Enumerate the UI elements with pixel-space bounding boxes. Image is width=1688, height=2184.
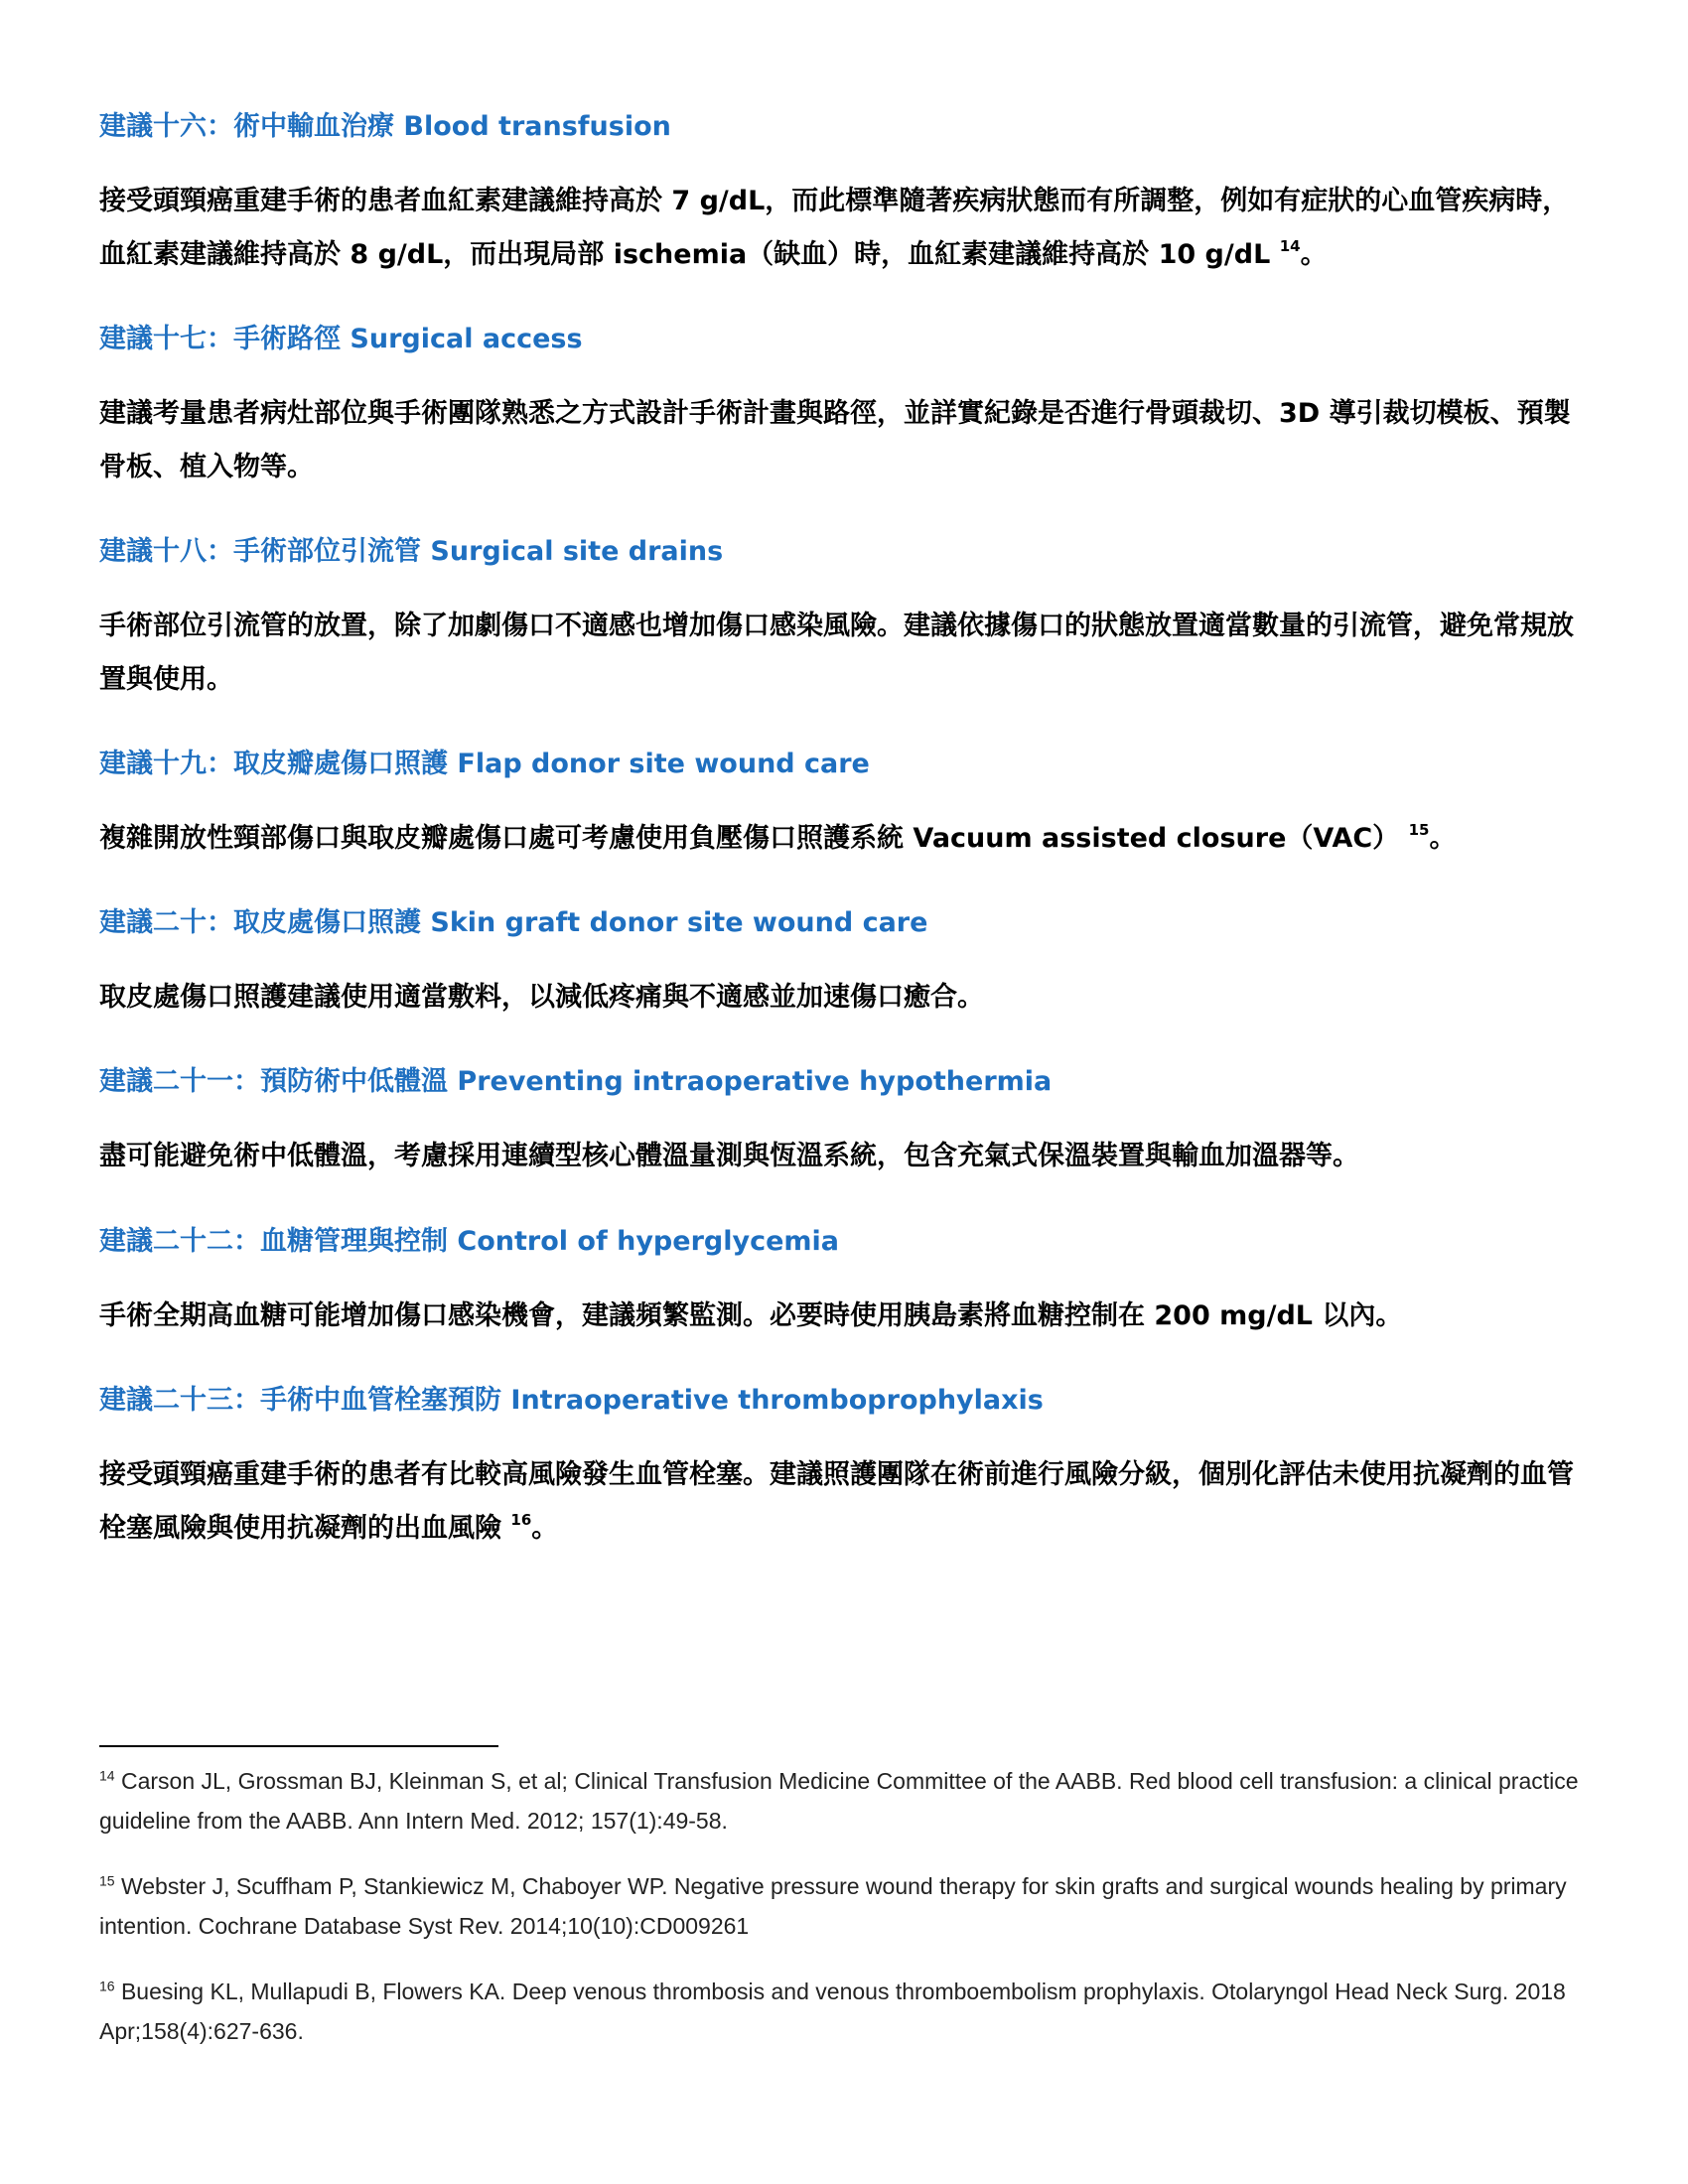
recommendation-body: 手術部位引流管的放置，除了加劇傷口不適感也增加傷口感染風險。建議依據傷口的狀態放置適當數量的引流管，避免常規放置與使用。 bbox=[99, 611, 1574, 695]
body-text: 複雜開放性頸部傷口與取皮瓣處傷口處可考慮使用負壓傷口照護系統 Vacuum assisted closure（VAC） bbox=[99, 823, 1400, 854]
recommendation-17 bbox=[99, 320, 1589, 494]
recommendation-heading: 建議二十：取皮處傷口照護 Skin graft donor site wound care bbox=[99, 907, 928, 938]
footnote-text: Webster J, Scuffham P, Stankiewicz M, Chaboyer WP. Negative pressure wound therapy for skin grafts and surgical wounds healing by primary intention. Cochrane Database Syst Rev. 2014;10(10):CD009261 bbox=[99, 1873, 1567, 1939]
recommendation-18 bbox=[99, 532, 1589, 707]
recommendation-21 bbox=[99, 1062, 1589, 1183]
footnote-text: Buesing KL, Mullapudi B, Flowers KA. Deep venous thrombosis and venous thromboembolism prophylaxis. Otolaryngol Head Neck Surg. 2018 Apr;158(4):627-636. bbox=[99, 1979, 1566, 2044]
footnote-separator bbox=[99, 1745, 498, 1747]
footnote-16 bbox=[99, 1972, 1589, 2051]
recommendation-body bbox=[99, 175, 1589, 282]
recommendation-heading: 建議十六：術中輸血治療 Blood transfusion bbox=[99, 111, 671, 142]
recommendation-16 bbox=[99, 107, 1589, 282]
recommendation-heading: 建議二十二：血糖管理與控制 Control of hyperglycemia bbox=[99, 1226, 839, 1257]
recommendation-body bbox=[99, 812, 1589, 866]
body-end: 。 bbox=[1300, 239, 1328, 270]
recommendation-19 bbox=[99, 745, 1589, 866]
document-page bbox=[99, 0, 1589, 2184]
recommendation-body: 手術全期高血糖可能增加傷口感染機會，建議頻繁監測。必要時使用胰島素將血糖控制在 200 mg/dL 以內。 bbox=[99, 1300, 1403, 1331]
footnote-ref[interactable]: 16 bbox=[510, 1511, 532, 1529]
body-end: 。 bbox=[531, 1513, 559, 1544]
recommendation-22 bbox=[99, 1222, 1589, 1343]
footnote-number: 15 bbox=[99, 1872, 115, 1889]
body-text: 接受頭頸癌重建手術的患者有比較高風險發生血管栓塞。建議照護團隊在術前進行風險分級，個別化評估未使用抗凝劑的血管栓塞風險與使用抗凝劑的出血風險 bbox=[99, 1459, 1574, 1544]
footnote-ref[interactable]: 15 bbox=[1408, 821, 1430, 839]
footnote-text: Carson JL, Grossman BJ, Kleinman S, et al; Clinical Transfusion Medicine Committee of the AABB. Red blood cell transfusion: a clinical practice guideline from the AABB. Ann Intern Med. 2012; 157(1):49-58. bbox=[99, 1768, 1579, 1834]
body-text: 接受頭頸癌重建手術的患者血紅素建議維持高於 7 g/dL，而此標準隨著疾病狀態而有所調整，例如有症狀的心血管疾病時，血紅素建議維持高於 8 g/dL，而出現局部 ischemia（缺血）時，血紅素建議維持高於 10 g/dL bbox=[99, 186, 1570, 270]
recommendation-body bbox=[99, 1448, 1589, 1556]
footnote-ref[interactable]: 14 bbox=[1279, 237, 1301, 255]
body-end: 。 bbox=[1429, 823, 1457, 854]
recommendation-heading: 建議二十三：手術中血管栓塞預防 Intraoperative thromboprophylaxis bbox=[99, 1385, 1044, 1416]
footnote-number: 14 bbox=[99, 1767, 115, 1784]
recommendation-body: 取皮處傷口照護建議使用適當敷料，以減低疼痛與不適感並加速傷口癒合。 bbox=[99, 982, 984, 1013]
recommendation-heading: 建議二十一：預防術中低體溫 Preventing intraoperative hypothermia bbox=[99, 1066, 1053, 1097]
recommendation-23 bbox=[99, 1381, 1589, 1556]
footnote-15 bbox=[99, 1866, 1589, 1946]
recommendation-heading: 建議十七：手術路徑 Surgical access bbox=[99, 324, 583, 354]
footnote-number: 16 bbox=[99, 1978, 115, 1994]
recommendation-body: 建議考量患者病灶部位與手術團隊熟悉之方式設計手術計畫與路徑，並詳實紀錄是否進行骨頭裁切、3D 導引裁切模板、預製骨板、植入物等。 bbox=[99, 398, 1571, 482]
recommendation-heading: 建議十八：手術部位引流管 Surgical site drains bbox=[99, 536, 724, 567]
footnote-14 bbox=[99, 1761, 1589, 1841]
recommendation-heading: 建議十九：取皮瓣處傷口照護 Flap donor site wound care bbox=[99, 749, 870, 779]
recommendation-body: 盡可能避免術中低體溫，考慮採用連續型核心體溫量測與恆溫系統，包含充氣式保溫裝置與輸血加溫器等。 bbox=[99, 1141, 1359, 1171]
recommendation-20 bbox=[99, 903, 1589, 1024]
